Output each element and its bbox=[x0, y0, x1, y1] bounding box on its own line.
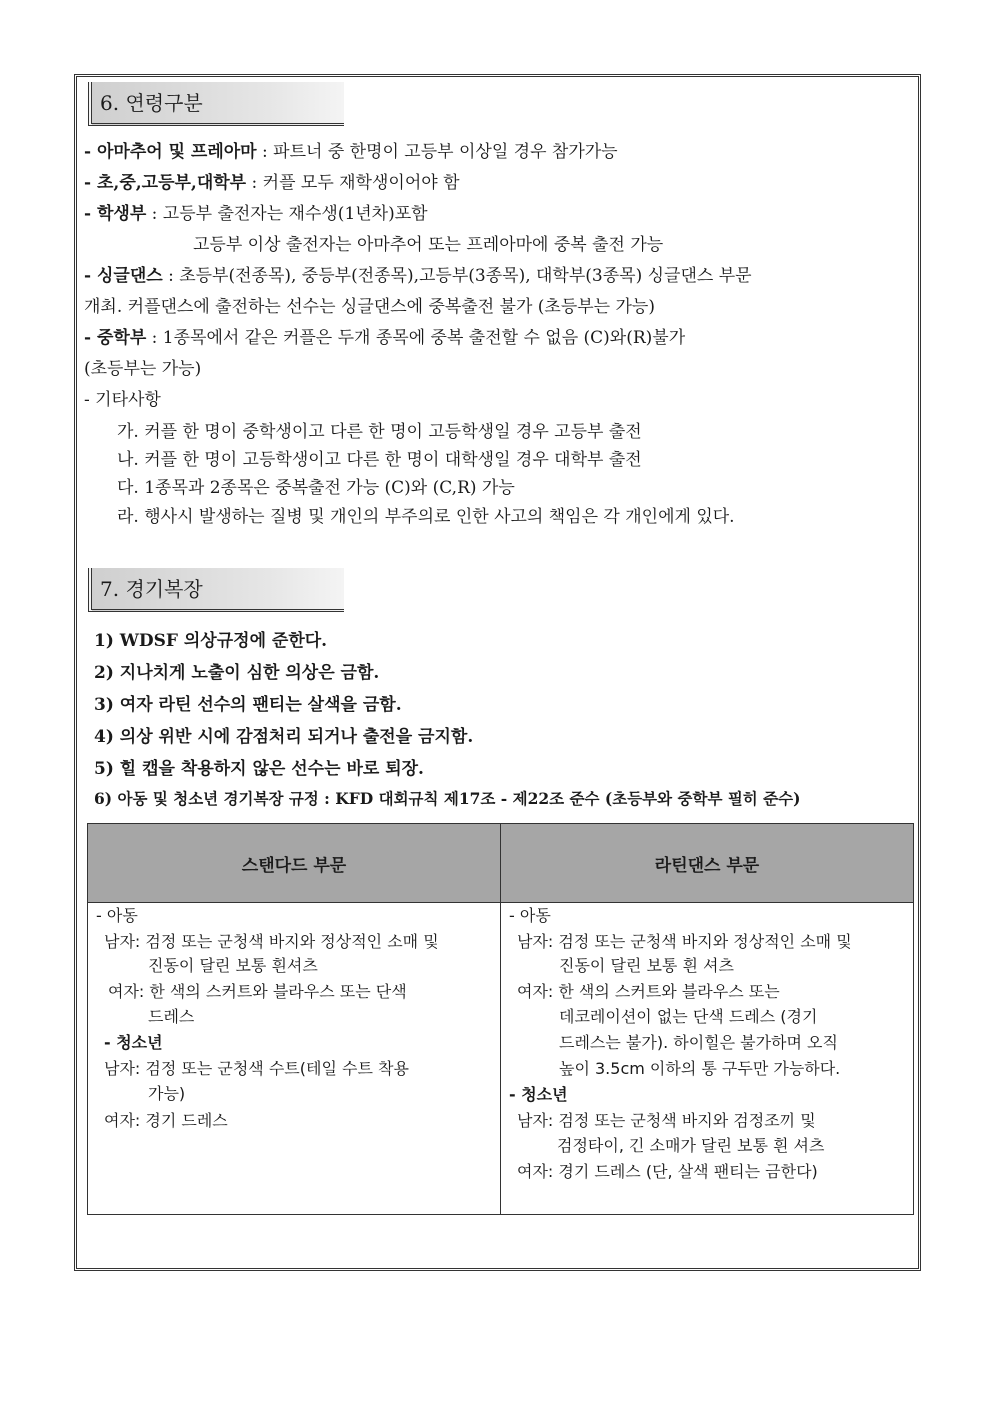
rule-amateur-label: - 아마추어 및 프레아마 bbox=[84, 142, 257, 162]
standard-cell bbox=[88, 903, 501, 1215]
latin-line: 남자: 검정 또는 군청색 바지와 검정조끼 및 bbox=[517, 1111, 816, 1130]
rule-student-division-text: : 고등부 출전자는 재수생(1년차)포함 bbox=[146, 204, 428, 224]
rule-middle-school bbox=[84, 326, 685, 350]
latin-line: 여자: 한 색의 스커트와 블라우스 또는 bbox=[517, 982, 780, 1001]
latin-line: - 청소년 bbox=[509, 1085, 568, 1104]
rule-misc-d: 라. 행사시 발생하는 질병 및 개인의 부주의로 인한 사고의 책임은 각 개인에게 있다. bbox=[117, 507, 735, 527]
rule-single-dance bbox=[84, 264, 752, 288]
rule-single-dance-text: : 초등부(전종목), 중등부(전종목),고등부(3종목), 대학부(3종목) 싱글댄스 부문 bbox=[162, 266, 752, 286]
rule-single-dance-cont: 개최. 커플댄스에 출전하는 선수는 싱글댄스에 중복출전 불가 (초등부는 가능) bbox=[84, 297, 655, 317]
standard-line: 남자: 검정 또는 군청색 바지와 정상적인 소매 및 bbox=[104, 932, 439, 951]
rule-student-division-cont: 고등부 이상 출전자는 아마추어 또는 프레아마에 중복 출전 가능 bbox=[193, 235, 664, 255]
latin-line: 데코레이션이 없는 단색 드레스 (경기 bbox=[559, 1007, 818, 1026]
section-6-title: 6. 연령구분 bbox=[88, 82, 344, 126]
latin-line: 드레스는 불가). 하이힐은 불가하며 오직 bbox=[559, 1033, 838, 1052]
standard-line: - 청소년 bbox=[104, 1033, 163, 1052]
header-standard: 스탠다드 부문 bbox=[88, 824, 501, 903]
latin-line: 높이 3.5cm 이하의 통 구두만 가능하다. bbox=[559, 1059, 841, 1078]
latin-line: 여자: 경기 드레스 (단, 살색 팬티는 금한다) bbox=[517, 1162, 818, 1181]
header-latin: 라틴댄스 부문 bbox=[501, 824, 914, 903]
rule-middle-school-text: : 1종목에서 같은 커플은 두개 종목에 중복 출전할 수 없음 (C)와(R)불가 bbox=[146, 328, 686, 348]
table-row bbox=[88, 903, 914, 1215]
rule-student-division-label: - 학생부 bbox=[84, 204, 147, 224]
latin-line: 진동이 달린 보통 흰 셔츠 bbox=[559, 956, 734, 975]
latin-line: 검정타이, 긴 소매가 달린 보통 흰 셔츠 bbox=[557, 1136, 825, 1155]
rule-middle-school-label: - 중학부 bbox=[84, 328, 147, 348]
rule-students-label: - 초,중,고등부,대학부 bbox=[84, 173, 247, 193]
standard-line: 여자: 한 색의 스커트와 블라우스 또는 단색 bbox=[108, 982, 407, 1001]
dress-rule-1: 1) WDSF 의상규정에 준한다. bbox=[94, 631, 328, 651]
rule-students bbox=[84, 171, 460, 195]
dress-rule-3: 3) 여자 라틴 선수의 팬티는 살색을 금함. bbox=[94, 695, 402, 715]
dress-rule-5: 5) 힐 캡을 착용하지 않은 선수는 바로 퇴장. bbox=[94, 759, 424, 779]
standard-line: 가능) bbox=[148, 1084, 186, 1103]
dress-rule-6: 6) 아동 및 청소년 경기복장 규정 : KFD 대회규칙 제17조 - 제22조 준수 (초등부와 중학부 필히 준수) bbox=[94, 789, 801, 808]
table-header-row bbox=[88, 824, 914, 903]
latin-line: 남자: 검정 또는 군청색 바지와 정상적인 소매 및 bbox=[517, 932, 852, 951]
rule-single-dance-label: - 싱글댄스 bbox=[84, 266, 163, 286]
rule-middle-school-cont: (초등부는 가능) bbox=[84, 359, 202, 379]
standard-line: 진동이 달린 보통 흰셔츠 bbox=[148, 956, 318, 975]
dress-rule-2: 2) 지나치게 노출이 심한 의상은 금함. bbox=[94, 663, 380, 683]
rule-misc-heading: - 기타사항 bbox=[84, 390, 161, 410]
section-7-title: 7. 경기복장 bbox=[88, 568, 344, 612]
latin-cell bbox=[501, 903, 914, 1215]
dress-code-table bbox=[87, 823, 914, 1215]
standard-line: 남자: 검정 또는 군청색 수트(테일 수트 착용 bbox=[104, 1059, 409, 1078]
rule-amateur bbox=[84, 140, 618, 164]
rule-misc-b: 나. 커플 한 명이 고등학생이고 다른 한 명이 대학생일 경우 대학부 출전 bbox=[117, 450, 642, 470]
rule-amateur-text: : 파트너 중 한명이 고등부 이상일 경우 참가가능 bbox=[256, 142, 618, 162]
latin-line: - 아동 bbox=[509, 906, 551, 925]
rule-students-text: : 커플 모두 재학생이어야 함 bbox=[246, 173, 460, 193]
dress-rule-4: 4) 의상 위반 시에 감점처리 되거나 출전을 금지함. bbox=[94, 727, 474, 747]
standard-line: 드레스 bbox=[148, 1007, 195, 1026]
standard-line: - 아동 bbox=[96, 906, 138, 925]
rule-misc-a: 가. 커플 한 명이 중학생이고 다른 한 명이 고등학생일 경우 고등부 출전 bbox=[117, 422, 642, 442]
rule-student-division bbox=[84, 202, 428, 226]
standard-line: 여자: 경기 드레스 bbox=[104, 1111, 228, 1130]
rule-misc-c: 다. 1종목과 2종목은 중복출전 가능 (C)와 (C,R) 가능 bbox=[117, 478, 515, 498]
